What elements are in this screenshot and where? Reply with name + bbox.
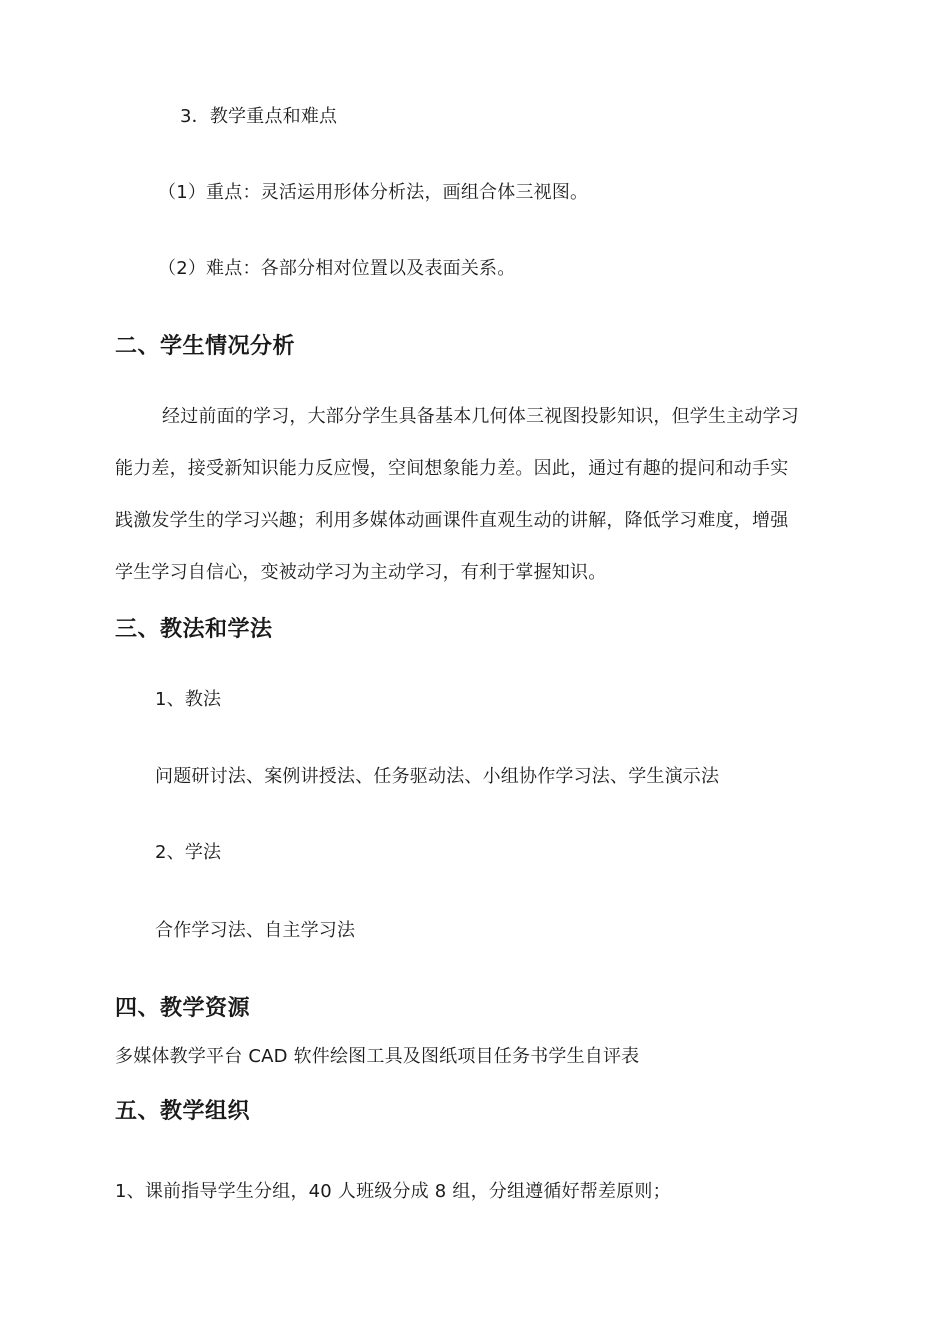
paragraph-line: 践激发学生的学习兴趣；利用多媒体动画课件直观生动的讲解，降低学习难度，增强 [115, 510, 789, 531]
student-analysis-paragraph [115, 405, 835, 613]
paragraph-line: 学生学习自信心，变被动学习为主动学习，有利于掌握知识。 [115, 562, 607, 583]
section-2-heading: 二、学生情况分析 [115, 334, 296, 359]
section-4-heading: 四、教学资源 [115, 996, 251, 1021]
section-5-heading: 五、教学组织 [115, 1099, 251, 1124]
organization-item-1: 1、课前指导学生分组，40 人班级分成 8 组，分组遵循好帮差原则； [115, 1181, 671, 1202]
learning-method-label: 2、学法 [155, 842, 222, 863]
teaching-methods-text: 问题研讨法、案例讲授法、任务驱动法、小组协作学习法、学生演示法 [155, 766, 720, 787]
item-3-title: 3．教学重点和难点 [180, 106, 338, 127]
teaching-method-label: 1、教法 [155, 689, 222, 710]
section-3-heading: 三、教法和学法 [115, 617, 273, 642]
key-point-text: （1）重点：灵活运用形体分析法，画组合体三视图。 [158, 182, 589, 203]
paragraph-line: 能力差，接受新知识能力反应慢，空间想象能力差。因此，通过有趣的提问和动手实 [115, 458, 789, 479]
difficult-point-text: （2）难点：各部分相对位置以及表面关系。 [158, 258, 516, 279]
paragraph-line: 经过前面的学习，大部分学生具备基本几何体三视图投影知识，但学生主动学习 [162, 406, 799, 427]
learning-methods-text: 合作学习法、自主学习法 [155, 920, 356, 941]
teaching-resources-text: 多媒体教学平台 CAD 软件绘图工具及图纸项目任务书学生自评表 [115, 1046, 640, 1067]
